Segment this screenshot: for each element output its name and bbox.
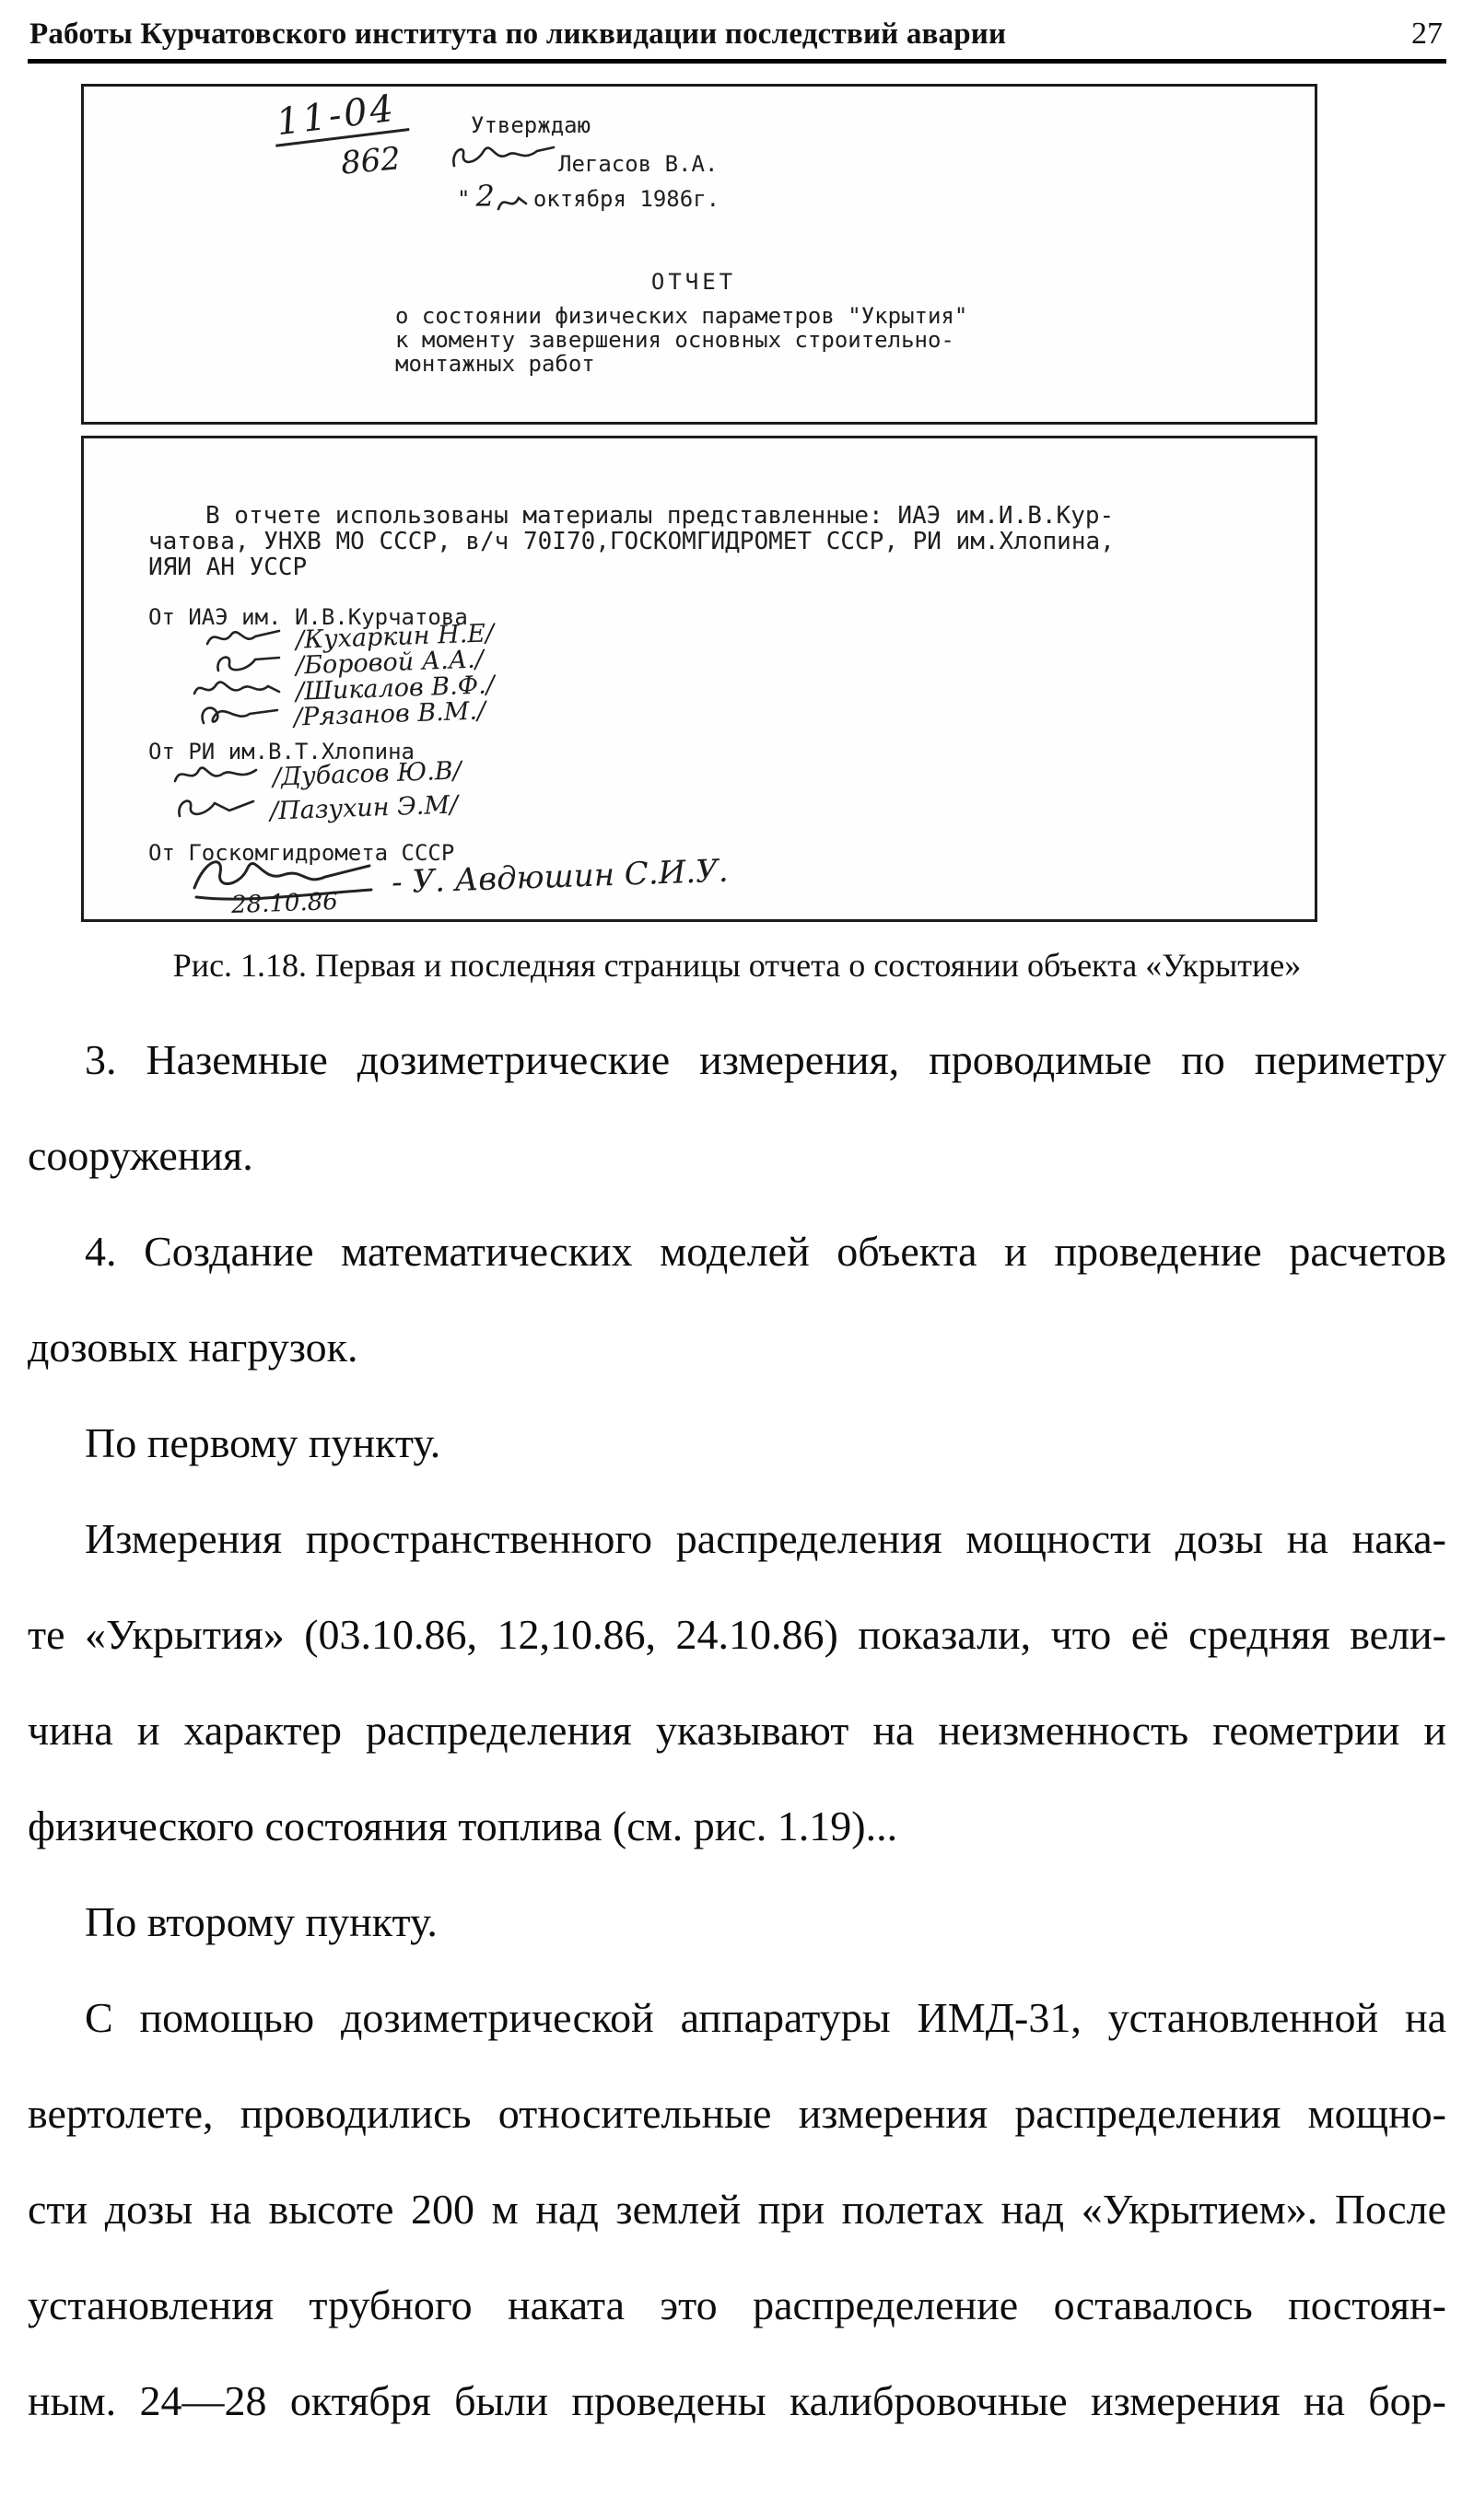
report-sources-paragraph: [148, 503, 1235, 580]
body-line: По второму пункту.: [85, 1898, 438, 1945]
body-line: физического состояния топлива (см. рис. 1.19)...: [28, 1802, 898, 1849]
body-line: чина и характер распределения указывают на неизменность геометрии и: [28, 1707, 1446, 1754]
date-month-year: октября 1986г.: [532, 186, 720, 212]
organization-label-kurchatov: От ИАЭ им. И.В.Курчатова: [148, 604, 468, 630]
report-subtitle-line-1: о состоянии физических параметров "Укрытия": [395, 303, 968, 329]
approval-label: Утверждаю: [471, 112, 591, 138]
approver-name: Легасов В.А.: [558, 151, 719, 177]
signature-row: [174, 789, 459, 826]
body-line: 3. Наземные дозиметрические измерения, проводимые по периметру: [85, 1036, 1446, 1083]
body-line: Измерения пространственного распределения мощности дозы на нака-: [85, 1515, 1446, 1562]
report-subtitle-line-3: монтажных работ: [395, 351, 595, 377]
sources-line-2: чатова, УНХВ МО СССР, в/ч 70I70,ГОСКОМГИДРОМЕТ СССР, РИ им.Хлопина,: [148, 528, 1115, 555]
signatory-name: - У. Авдюшин С.И.У.: [391, 852, 730, 902]
signatory-name: /Кухаркин Н.Е/: [295, 619, 495, 655]
page-header: [28, 11, 1446, 59]
signatory-name: /Дубасов Ю.В/: [272, 755, 462, 792]
header-rule: [28, 59, 1446, 64]
body-line: вертолете, проводились относительные измерения распределения мощно-: [28, 2090, 1446, 2137]
body-line: С помощью дозиметрической аппаратуры ИМД-31, установленной на: [85, 1994, 1446, 2041]
handwritten-registration-stamp: [273, 87, 407, 182]
body-line: дозовых нагрузок.: [28, 1324, 358, 1371]
signature-scrawl-icon: [213, 650, 283, 676]
organization-label-goskomgidromet: От Госкомгидромета СССР: [148, 840, 455, 866]
signature-row: [171, 755, 462, 792]
figure-caption: Рис. 1.18. Первая и последняя страницы отчета о состоянии объекта «Укрытие»: [172, 947, 1302, 984]
report-title: ОТЧЕТ: [650, 269, 737, 295]
body-line: установления трубного наката это распределение оставалось постоян-: [28, 2281, 1446, 2328]
scanned-report-first-page: [81, 84, 1317, 425]
body-line: те «Укрытия» (03.10.86, 12,10.86, 24.10.86) показали, что её средняя вели-: [28, 1611, 1446, 1658]
body-text: [28, 1012, 1446, 2449]
signature-scrawl-icon: [191, 675, 283, 703]
body-line: сооружения.: [28, 1132, 253, 1179]
handwritten-day: 2: [475, 179, 495, 214]
signature-scrawl-icon: [171, 759, 260, 788]
handwritten-day-flourish-icon: [497, 191, 528, 215]
body-line: сти дозы на высоте 200 м над землей при полетах над «Укрытием». После: [28, 2186, 1446, 2233]
report-subtitle-line-2: к моменту завершения основных строительно-: [395, 327, 954, 353]
scanned-report-last-page: [81, 436, 1317, 922]
report-heading-block: [395, 269, 992, 376]
approval-date-line: [457, 179, 719, 215]
body-line: ным. 24—28 октября были проведены калибровочные измерения на бор-: [28, 2377, 1446, 2424]
body-line: По первому пункту.: [85, 1419, 441, 1466]
signatory-name: /Пазухин Э.М/: [269, 789, 459, 826]
date-open-quote: ": [457, 186, 471, 212]
signatory-name: /Шикалов В.Ф./: [295, 671, 496, 706]
signatory-name: /Боровой А.А./: [295, 645, 485, 681]
signatory-name: /Рязанов В.М./: [293, 696, 486, 732]
page-number: 27: [1411, 17, 1443, 51]
signature-scrawl-icon: [196, 701, 281, 729]
signature-scrawl-icon: [174, 792, 257, 823]
organization-label-khlopin: От РИ им.В.Т.Хлопина: [148, 739, 415, 764]
stamp-number: 11-04: [271, 86, 410, 146]
signature-date: 28.10.86: [230, 887, 339, 920]
body-line: 4. Создание математических моделей объекта и проведение расчетов: [85, 1228, 1446, 1275]
stamp-number-2: 862: [339, 140, 403, 182]
sources-line-3: ИЯИ АН УССР: [148, 554, 308, 581]
signature-scrawl-icon: [204, 624, 283, 651]
sources-line-1: В отчете использованы материалы представленные: ИАЭ им.И.В.Кур-: [205, 502, 1115, 530]
running-title: Работы Курчатовского института по ликвидации последствий аварии: [29, 18, 1007, 51]
signature-row: [196, 696, 486, 732]
legasov-signature-scrawl-icon: [449, 138, 559, 175]
